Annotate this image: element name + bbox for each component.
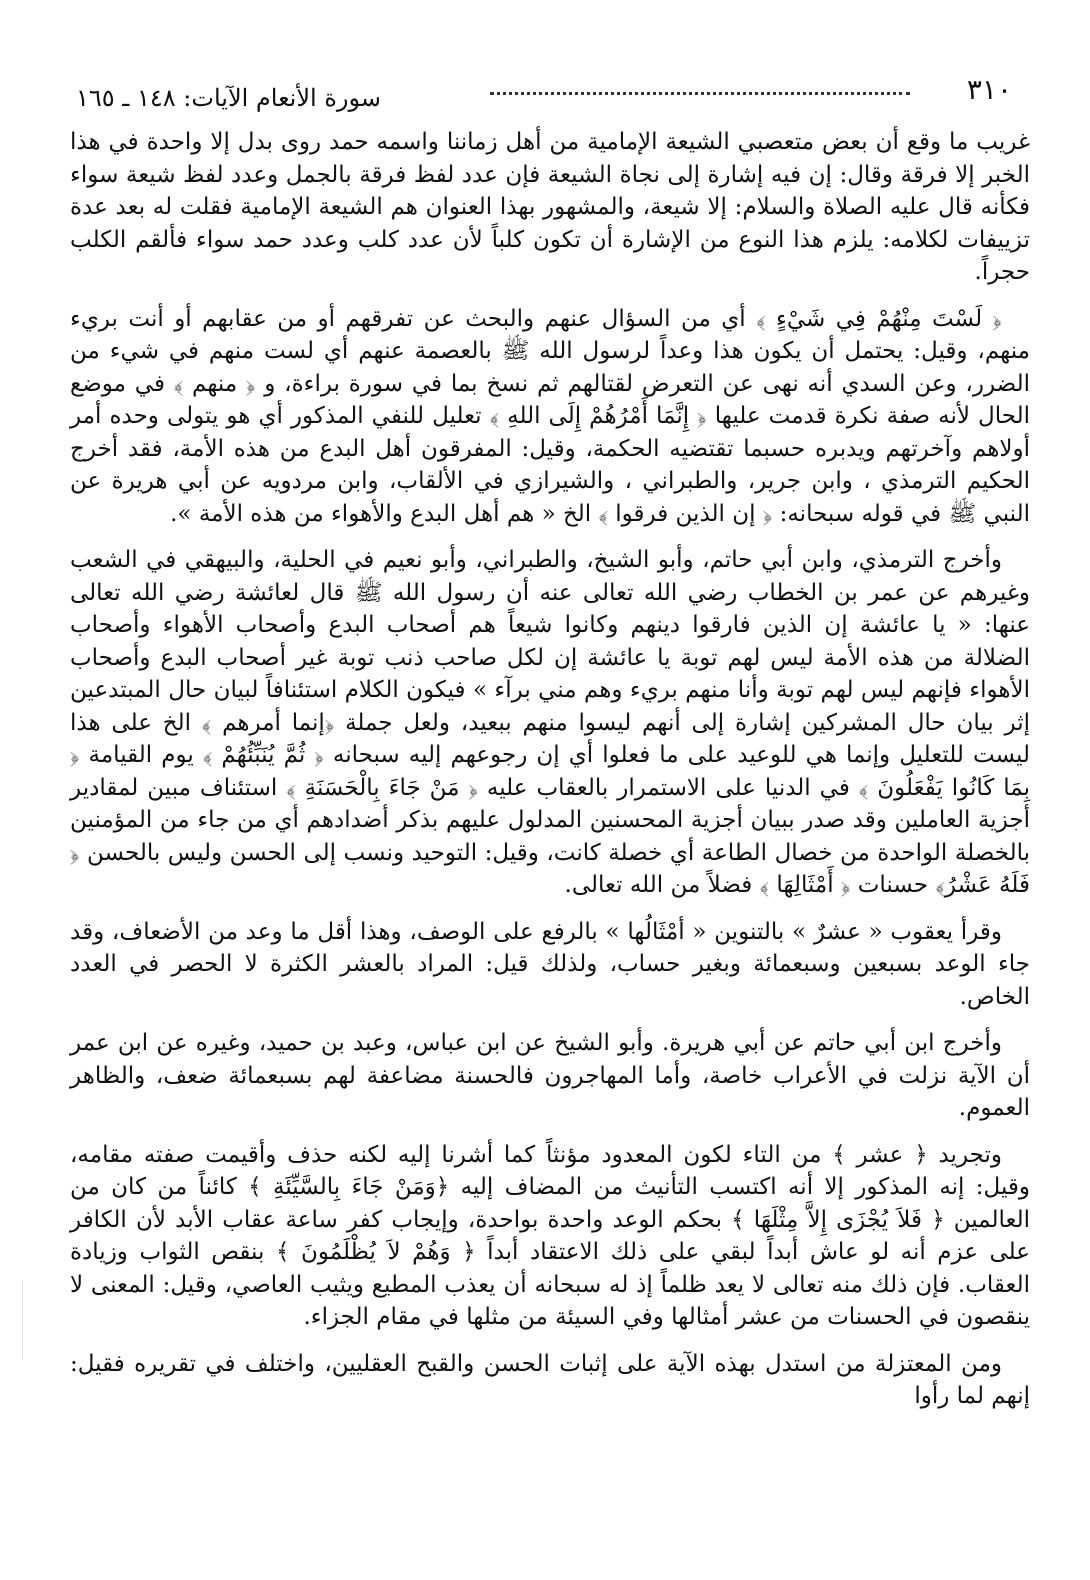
paragraph: وتجريد ﴿ عشر ﴾ من التاء لكون المعدود مؤنثاً كما أشرنا إليه لكنه حذف وأقيمت صفته مقامه، وقيل: إنه المذكور إلا أنه اكتسب التأنيث من المضاف إليه ﴿وَمَنْ جَاءَ بِالسَّيِّئَةِ ﴾ كائناً من كان من العالمين ﴿ فَلاَ يُجْزَى إِلاَّ مِثْلَهَا ﴾ بحكم الوعد واحدة بواحدة، وإيجاب كفر ساعة عقاب الأبد لأن الكافر على عزم أنه لو عاش أبداً لبقي على ذلك الاعتقاد أبداً ﴿ وَهُمْ لاَ يُظْلَمُونَ ﴾ بنقص الثواب وزيادة العقاب. فإن ذلك منه تعالى لا يعد ظلماً إذ له سبحانه أن يعذب المطيع ويثيب العاصي، وقيل: المعنى لا ينقصون في الحسنات من عشر أمثالها وفي السيئة من مثلها في مقام الجزاء. — [70, 1141, 1030, 1330]
paragraph: وقرأ يعقوب « عشرٌ » بالتنوين « أمْثَالُها » بالرفع على الوصف، وهذا أقل ما وعد من الأضعاف، وقد جاء الوعد بسبعين وسبعمائة وبغير حساب، ولذلك قيل: المراد بالعشر الكثرة لا الحصر في العدد الخاص. — [70, 918, 1030, 1010]
running-title: سورة الأنعام الآيات: ١٤٨ ـ ١٦٥ — [76, 84, 382, 112]
paragraph: ﴿ لَسْتَ مِنْهُمْ فِي شَيْءٍ ﴾ أي من السؤال عنهم والبحث عن تفرقهم أو من عقابهم أو أنت بريء منهم، وقيل: يحتمل أن يكون هذا وعداً لرسول الله ﷺ بالعصمة عنهم أي لست منهم في شيء من الضرر، وعن السدي أنه نهى عن التعرض لقتالهم ثم نسخ بما في سورة براءة، و ﴿ منهم ﴾ في موضع الحال لأنه صفة نكرة قدمت عليها ﴿ إِنَّمَا أَمْرُهُمْ إِلَى اللهِ ﴾ تعليل للنفي المذكور أي هو يتولى وحده أمر أولاهم وآخرتهم ويدبره حسبما تقتضيه الحكمة، وقيل: المفرقون أهل البدع من هذه الأمة، فقد أخرج الحكيم الترمذي ، وابن جرير، والطبراني ، والشيرازي في الألقاب، وابن مردويه عن أبي هريرة عن النبي ﷺ في قوله سبحانه: ﴿ إن الذين فرقوا ﴾ الخ « هم أهل البدع والأهواء من هذه الأمة ». — [70, 305, 1030, 527]
paragraph: ومن المعتزلة من استدل بهذه الآية على إثبات الحسن والقبح العقليين، واختلف في تقريره فقيل: إنهم لما رأوا — [70, 1350, 1030, 1409]
paragraph: وأخرج ابن أبي حاتم عن أبي هريرة. وأبو الشيخ عن ابن عباس، وعبد بن حميد، وغيره عن ابن عمر أن الآية نزلت في الأعراب خاصة، وأما المهاجرون فالحسنة مضاعفة لهم بسبعمائة ضعف، والظاهر العموم. — [70, 1030, 1030, 1121]
paragraph: غريب ما وقع أن بعض متعصبي الشيعة الإمامية من أهل زماننا واسمه حمد روى بدل إلا واحدة في هذا الخبر إلا فرقة وقال: إن فيه إشارة إلى نجاة الشيعة فإن عدد لفظ فرقة بالجمل وعدد لفظ شيعة سواء فكأنه قال عليه الصلاة والسلام: إلا شيعة، والمشهور بهذا العنوان هم الشيعة الإمامية فقلت له بعد عدة تزييفات لكلامه: يلزم هذا النوع من الإشارة أن تكون كلباً لأن عدد كلب وعدد حمد سواء فألقم الكلب حجراً. — [70, 129, 1030, 285]
page-body — [70, 126, 1030, 1413]
page-header — [70, 72, 1030, 112]
header-dotted-leader — [490, 92, 910, 95]
margin-mark — [22, 1280, 23, 1360]
page-number: ٣١٠ — [966, 73, 1012, 106]
paragraph: وأخرج الترمذي، وابن أبي حاتم، وأبو الشيخ، والطبراني، وأبو نعيم في الحلية، والبيهقي في الشعب وغيرهم عن عمر بن الخطاب رضي الله تعالى عنه أن رسول الله ﷺ قال لعائشة رضي الله تعالى عنها: « يا عائشة إن الذين فارقوا دينهم وكانوا شيعاً هم أصحاب البدع وأصحاب الأهواء وأصحاب الضلالة من هذه الأمة ليس لهم توبة يا عائشة إن لكل صاحب ذنب توبة غير أصحاب البدع وأصحاب الأهواء فإنهم ليس لهم توبة وأنا منهم بريء وهم مني برآء » فيكون الكلام استئنافاً لبيان حال المبتدعين إثر بيان حال المشركين إشارة إلى أنهم ليسوا منهم ببعيد، ولعل جملة ﴿إنما أمرهم ﴾ الخ على هذا ليست للتعليل وإنما هي للوعيد على ما فعلوا أي إن رجوعهم إليه سبحانه ﴿ ثُمَّ يُنَبِّئُهُمْ ﴾ يوم القيامة ﴿ بِمَا كَانُوا يَفْعَلُونَ ﴾ في الدنيا على الاستمرار بالعقاب عليه ﴿ مَنْ جَاءَ بِالْحَسَنَةِ ﴾ استئناف مبين لمقادير أجزية العاملين وقد صدر ببيان أجزية المحسنين المدلول عليهم بذكر أضدادهم أي من جاء من المؤمنين بالخصلة الواحدة من خصال الطاعة أي خصلة كانت، وقيل: التوحيد ونسب إلى الحسن وليس بالحسن ﴿ فَلَهُ عَشْرُ﴾ حسنات ﴿ أَمْثَالِهَا ﴾ فضلاً من الله تعالى. — [70, 547, 1030, 898]
